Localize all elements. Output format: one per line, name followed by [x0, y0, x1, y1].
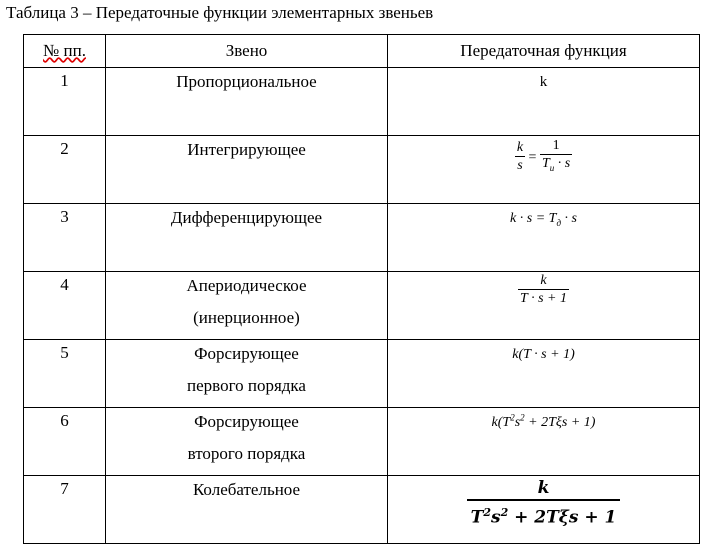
transfer-function: $k \cdot s = T_д \cdot s$	[388, 204, 700, 272]
table-row	[24, 68, 700, 136]
transfer-function: k(T · s + 1)	[388, 340, 700, 408]
table-caption: Таблица 3 – Передаточные функции элементарных звеньев	[6, 3, 434, 22]
transfer-function: $k(T^2s^2 + 2T\xi s + 1)$	[388, 408, 700, 476]
table-row	[24, 272, 700, 340]
row-number: 7	[24, 476, 106, 544]
header-name: Звено	[106, 35, 388, 68]
link-name: Форсирующее второго порядка	[106, 408, 388, 476]
table-row	[24, 204, 700, 272]
table-row	[24, 476, 700, 544]
link-name: Интегрирующее	[106, 136, 388, 204]
row-number: 4	[24, 272, 106, 340]
header-func: Передаточная функция	[388, 35, 700, 68]
row-number: 2	[24, 136, 106, 204]
transfer-function: k	[388, 68, 700, 136]
table-row	[24, 340, 700, 408]
transfer-function: $\frac{k}{T^2s^2 + 2T\xi s + 1}$	[388, 476, 700, 544]
row-number: 1	[24, 68, 106, 136]
table-row	[24, 136, 700, 204]
link-name: Форсирующее первого порядка	[106, 340, 388, 408]
table-row	[24, 408, 700, 476]
row-number: 6	[24, 408, 106, 476]
header-row	[24, 35, 700, 68]
transfer-functions-table	[23, 34, 700, 544]
link-name: Колебательное	[106, 476, 388, 544]
link-name: Апериодическое (инерционное)	[106, 272, 388, 340]
link-name: Дифференцирующее	[106, 204, 388, 272]
transfer-function: $\frac{k}{T \cdot s + 1}$	[388, 272, 700, 340]
row-number: 5	[24, 340, 106, 408]
link-name: Пропорциональное	[106, 68, 388, 136]
transfer-function: $\frac{k}{s}$ = $\frac{1}{T_и \cdot s}$	[388, 136, 700, 204]
row-number: 3	[24, 204, 106, 272]
header-num: № пп.	[24, 35, 106, 68]
